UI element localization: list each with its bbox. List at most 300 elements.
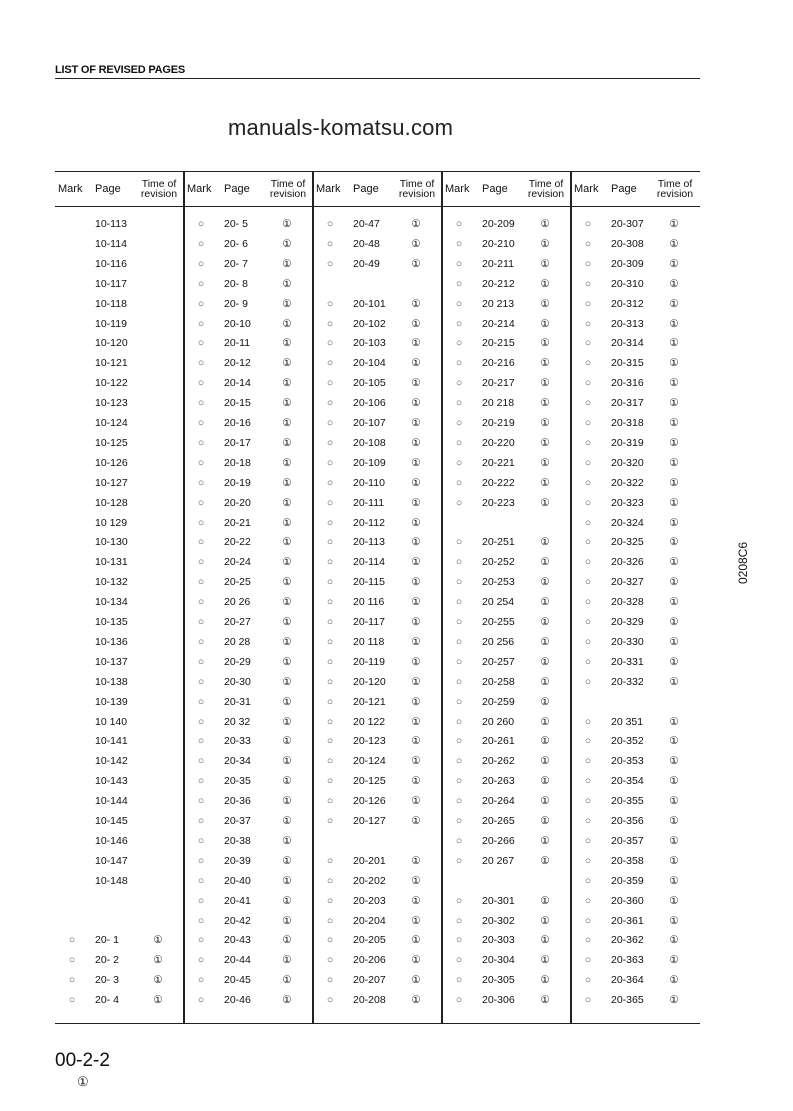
table-row: [442, 457, 571, 475]
mark-cell: ○: [197, 834, 205, 847]
mark-cell: ○: [197, 775, 205, 788]
table-row: [571, 556, 700, 574]
page-cell: 20-251: [482, 536, 515, 549]
mark-cell: ○: [326, 417, 334, 429]
table-row: [55, 318, 184, 336]
revision-cell: ①: [411, 556, 421, 569]
header-mark: Mark: [574, 183, 599, 195]
table-row: [442, 676, 571, 694]
table-row: [313, 457, 442, 475]
table-row: [55, 815, 184, 833]
revision-cell: ①: [669, 576, 679, 589]
page-cell: 20-103: [353, 337, 386, 350]
revision-cell: ①: [669, 237, 679, 250]
mark-cell: ○: [326, 894, 334, 907]
revision-cell: ①: [540, 795, 550, 808]
mark-cell: ○: [197, 496, 205, 509]
revision-cell: ①: [282, 377, 292, 390]
mark-cell: ○: [455, 735, 463, 748]
page-cell: 20-358: [611, 854, 644, 867]
header-mark: Mark: [187, 183, 212, 195]
table-row: [313, 656, 442, 674]
table-row: [442, 954, 571, 972]
mark-cell: ○: [584, 397, 592, 410]
table-row: [313, 397, 442, 415]
table-row: [184, 815, 313, 833]
mark-cell: ○: [197, 715, 205, 728]
header-time-of: Time of: [399, 178, 435, 190]
page-cell: 20-324: [611, 516, 644, 529]
revision-cell: ①: [669, 894, 679, 907]
mark-cell: ○: [455, 596, 463, 609]
revision-cell: ①: [282, 675, 292, 688]
table-row: [55, 417, 184, 435]
page-cell: 20-355: [611, 795, 644, 808]
page-cell: 20-259: [482, 695, 515, 708]
revision-cell: ①: [669, 596, 679, 609]
page-cell: 20-111: [353, 496, 385, 509]
page-cell: 20 351: [611, 715, 644, 728]
table-row: [571, 596, 700, 614]
revision-cell: ①: [540, 357, 550, 370]
table-row: [313, 994, 442, 1012]
table-row: [313, 258, 442, 276]
table-row: [442, 835, 571, 853]
page-cell: 20-220: [482, 436, 515, 449]
mark-cell: ○: [584, 854, 592, 867]
table-row: [442, 974, 571, 992]
table-row: [571, 994, 700, 1012]
mark-cell: ○: [455, 954, 463, 967]
table-row: [55, 517, 184, 535]
table-row: [571, 477, 700, 495]
mark-cell: ○: [197, 556, 205, 569]
page-cell: 10-137: [95, 655, 128, 668]
table-row: [55, 915, 184, 933]
revision-cell: ①: [411, 337, 421, 350]
table-row: [442, 437, 571, 455]
revision-cell: ①: [411, 735, 421, 748]
page-cell: 20-48: [353, 237, 380, 250]
table-row: [571, 517, 700, 535]
revision-cell: ①: [411, 297, 421, 310]
table-row: [313, 357, 442, 375]
page-cell: 20-216: [482, 357, 515, 370]
header-time-of-revision: [395, 179, 439, 199]
header-time-of: Time of: [141, 178, 177, 190]
table-row: [571, 497, 700, 515]
table-row: [442, 855, 571, 873]
table-row: [55, 616, 184, 634]
revision-cell: ①: [282, 476, 292, 489]
mark-cell: ○: [197, 277, 205, 290]
revision-cell: ①: [282, 755, 292, 768]
table-row: [442, 875, 571, 893]
revision-cell: ①: [669, 317, 679, 330]
table-row: [313, 556, 442, 574]
mark-cell: ○: [326, 576, 334, 589]
page-cell: 10-132: [95, 576, 128, 589]
revision-cell: ①: [669, 795, 679, 808]
table-row: [313, 536, 442, 554]
page-cell: 20-38: [224, 834, 251, 847]
page-cell: 20-49: [353, 257, 380, 270]
mark-cell: ○: [326, 795, 334, 808]
revision-cell: ①: [282, 297, 292, 310]
revision-cell: ①: [540, 496, 550, 509]
table-row: [55, 536, 184, 554]
page-cell: 20-39: [224, 854, 251, 867]
page-cell: 20-115: [353, 576, 385, 589]
page-cell: 20-266: [482, 834, 515, 847]
page-cell: 20-22: [224, 536, 251, 549]
mark-cell: ○: [326, 476, 334, 489]
header-time-of: Time of: [270, 178, 306, 190]
mark-cell: ○: [584, 357, 592, 370]
header-time-of-revision: [137, 179, 181, 199]
page-cell: 20-310: [611, 277, 644, 290]
table-row: [313, 716, 442, 734]
mark-cell: ○: [68, 974, 76, 987]
header-page: Page: [95, 183, 121, 195]
table-row: [313, 576, 442, 594]
table-row: [55, 895, 184, 913]
table-row: [184, 417, 313, 435]
revision-cell: ①: [540, 755, 550, 768]
page-cell: 20-46: [224, 994, 251, 1007]
revision-cell: ①: [153, 934, 163, 947]
page-cell: 20-331: [611, 655, 644, 668]
mark-cell: ○: [584, 954, 592, 967]
page-cell: 20-217: [482, 377, 515, 390]
table-row: [313, 278, 442, 296]
page-cell: 20-42: [224, 914, 251, 927]
page-cell: 20-309: [611, 257, 644, 270]
page-cell: 10-138: [95, 675, 128, 688]
table-row: [184, 397, 313, 415]
revision-cell: ①: [282, 815, 292, 827]
table-row: [571, 258, 700, 276]
mark-cell: ○: [326, 616, 334, 628]
revision-cell: ①: [411, 695, 421, 708]
mark-cell: ○: [197, 974, 205, 987]
page-cell: 20-215: [482, 337, 515, 350]
page-cell: 20-257: [482, 655, 515, 668]
page-cell: 10-113: [95, 218, 127, 230]
table-row: [184, 795, 313, 813]
revision-cell: ①: [411, 237, 421, 250]
page-cell: 20-102: [353, 317, 386, 330]
table-row: [571, 337, 700, 355]
table-row: [442, 636, 571, 654]
revision-cell: ①: [411, 934, 421, 947]
revision-cell: ①: [540, 994, 550, 1007]
revision-cell: ①: [282, 337, 292, 350]
table-row: [571, 716, 700, 734]
revision-cell: ①: [669, 277, 679, 290]
mark-cell: ○: [584, 974, 592, 987]
page-cell: 20-107: [353, 417, 386, 429]
mark-cell: ○: [584, 377, 592, 390]
revision-cell: ①: [540, 436, 550, 449]
revision-cell: ①: [282, 874, 292, 887]
page-cell: 20-265: [482, 815, 515, 827]
page-cell: 20-322: [611, 476, 644, 489]
revision-cell: ①: [540, 616, 550, 628]
revision-cell: ①: [669, 635, 679, 648]
page-cell: 20-201: [353, 854, 386, 867]
page-cell: 10-139: [95, 695, 128, 708]
page-cell: 20-314: [611, 337, 644, 350]
revision-cell: ①: [669, 516, 679, 529]
revision-cell: ①: [282, 894, 292, 907]
page-cell: 20-320: [611, 456, 644, 469]
revision-cell: ①: [411, 417, 421, 429]
table-row: [571, 755, 700, 773]
page-cell: 20-223: [482, 496, 515, 509]
table-row: [313, 298, 442, 316]
page-cell: 20-33: [224, 735, 251, 748]
table-row: [55, 238, 184, 256]
table-row: [55, 477, 184, 495]
page-cell: 20-11: [224, 337, 251, 350]
mark-cell: ○: [197, 994, 205, 1007]
mark-cell: ○: [584, 297, 592, 310]
page-cell: 10-134: [95, 596, 128, 609]
page-cell: 20-319: [611, 436, 644, 449]
revision-cell: ①: [411, 476, 421, 489]
header-page: Page: [482, 183, 508, 195]
revision-cell: ①: [411, 397, 421, 410]
footer-revision-mark: ①: [77, 1074, 89, 1089]
page-cell: 20 213: [482, 297, 515, 310]
page-cell: 10-148: [95, 874, 128, 887]
revision-cell: ①: [669, 934, 679, 947]
revision-cell: ①: [282, 436, 292, 449]
mark-cell: ○: [197, 516, 205, 529]
revision-cell: ①: [411, 377, 421, 390]
mark-cell: ○: [584, 516, 592, 529]
mark-cell: ○: [584, 456, 592, 469]
page-cell: 20- 1: [95, 934, 119, 947]
table-row: [442, 337, 571, 355]
revision-cell: ①: [540, 834, 550, 847]
table-row: [184, 318, 313, 336]
page-cell: 10-143: [95, 775, 128, 788]
page-cell: 20-222: [482, 476, 515, 489]
revision-cell: ①: [669, 735, 679, 748]
mark-cell: ○: [197, 357, 205, 370]
table-row: [313, 795, 442, 813]
mark-cell: ○: [197, 317, 205, 330]
mark-cell: ○: [326, 436, 334, 449]
revision-cell: ①: [540, 476, 550, 489]
page-cell: 10-146: [95, 834, 128, 847]
table-row: [313, 755, 442, 773]
mark-cell: ○: [584, 237, 592, 250]
table-row: [55, 556, 184, 574]
page-cell: 10-145: [95, 815, 128, 827]
revision-cell: ①: [282, 277, 292, 290]
page-cell: 20-35: [224, 775, 251, 788]
revision-cell: ①: [669, 436, 679, 449]
page-cell: 20- 4: [95, 994, 119, 1007]
page-cell: 20-353: [611, 755, 644, 768]
revision-cell: ①: [540, 237, 550, 250]
table-row: [184, 994, 313, 1012]
revision-cell: ①: [282, 914, 292, 927]
page-cell: 20-17: [224, 436, 251, 449]
page-cell: 20-253: [482, 576, 515, 589]
mark-cell: ○: [326, 635, 334, 648]
table-row: [313, 676, 442, 694]
table-row: [313, 934, 442, 952]
mark-cell: ○: [326, 755, 334, 768]
revision-cell: ①: [282, 695, 292, 708]
mark-cell: ○: [197, 218, 205, 230]
table-row: [55, 397, 184, 415]
watermark: manuals-komatsu.com: [228, 115, 454, 140]
page-cell: 20 28: [224, 635, 251, 648]
column-group: [571, 172, 700, 1023]
mark-cell: ○: [584, 616, 592, 628]
mark-cell: ○: [455, 257, 463, 270]
table-row: [571, 238, 700, 256]
table-row: [55, 278, 184, 296]
page-cell: 20-121: [353, 695, 386, 708]
table-row: [55, 855, 184, 873]
revision-cell: ①: [282, 237, 292, 250]
page-cell: 20 26: [224, 596, 251, 609]
mark-cell: ○: [584, 675, 592, 688]
page-cell: 20 122: [353, 715, 386, 728]
table-row: [571, 278, 700, 296]
mark-cell: ○: [455, 417, 463, 429]
page-cell: 20-29: [224, 655, 251, 668]
page-cell: 10-128: [95, 496, 128, 509]
page-cell: 20-24: [224, 556, 251, 569]
revision-cell: ①: [411, 974, 421, 987]
table-row: [442, 755, 571, 773]
revision-cell: ①: [540, 815, 550, 827]
mark-cell: ○: [584, 834, 592, 847]
revision-cell: ①: [540, 655, 550, 668]
table-row: [313, 636, 442, 654]
table-row: [313, 775, 442, 793]
revision-cell: ①: [669, 675, 679, 688]
mark-cell: ○: [197, 536, 205, 549]
table-row: [442, 298, 571, 316]
page-cell: 20-127: [353, 815, 386, 827]
mark-cell: ○: [326, 337, 334, 350]
revision-cell: ①: [540, 317, 550, 330]
mark-cell: ○: [326, 496, 334, 509]
mark-cell: ○: [584, 257, 592, 270]
header-mark: Mark: [58, 183, 83, 195]
revision-cell: ①: [540, 934, 550, 947]
mark-cell: ○: [197, 934, 205, 947]
mark-cell: ○: [197, 297, 205, 310]
mark-cell: ○: [326, 456, 334, 469]
page-cell: 20-202: [353, 874, 386, 887]
table-row: [313, 337, 442, 355]
table-row: [184, 477, 313, 495]
mark-cell: ○: [455, 357, 463, 370]
page-cell: 20-117: [353, 616, 385, 628]
mark-cell: ○: [326, 695, 334, 708]
table-row: [184, 934, 313, 952]
table-row: [442, 556, 571, 574]
side-code: 0208C6: [736, 541, 751, 585]
mark-cell: ○: [455, 834, 463, 847]
mark-cell: ○: [584, 914, 592, 927]
revision-cell: ①: [282, 417, 292, 429]
table-row: [442, 477, 571, 495]
page-cell: 10-135: [95, 616, 128, 628]
table-row: [55, 596, 184, 614]
revision-cell: ①: [540, 337, 550, 350]
revision-cell: ①: [540, 257, 550, 270]
table-row: [184, 835, 313, 853]
page-cell: 20-214: [482, 317, 515, 330]
column-group: [55, 172, 184, 1023]
revision-cell: ①: [282, 934, 292, 947]
mark-cell: ○: [197, 795, 205, 808]
table-row: [184, 696, 313, 714]
revision-cell: ①: [411, 496, 421, 509]
page-cell: 20 116: [353, 596, 385, 609]
revision-cell: ①: [540, 635, 550, 648]
table-row: [571, 318, 700, 336]
revision-cell: ①: [411, 775, 421, 788]
table-row: [55, 775, 184, 793]
table-row: [442, 716, 571, 734]
mark-cell: ○: [455, 934, 463, 947]
mark-cell: ○: [197, 755, 205, 768]
table-row: [571, 775, 700, 793]
mark-cell: ○: [326, 237, 334, 250]
page-cell: 20-10: [224, 317, 251, 330]
table-row: [55, 954, 184, 972]
page-cell: 20-108: [353, 436, 386, 449]
page-cell: 20-113: [353, 536, 385, 549]
table-row: [184, 895, 313, 913]
revision-cell: ①: [669, 357, 679, 370]
mark-cell: ○: [584, 874, 592, 887]
revision-cell: ①: [282, 994, 292, 1007]
revision-cell: ①: [669, 655, 679, 668]
table-row: [184, 536, 313, 554]
table-row: [442, 258, 571, 276]
revision-cell: ①: [540, 397, 550, 410]
table-row: [184, 298, 313, 316]
mark-cell: ○: [326, 874, 334, 887]
page-cell: 20-327: [611, 576, 644, 589]
table-row: [442, 795, 571, 813]
page-cell: 20- 5: [224, 218, 248, 230]
mark-cell: ○: [455, 317, 463, 330]
mark-cell: ○: [455, 755, 463, 768]
header-mark: Mark: [316, 183, 341, 195]
mark-cell: ○: [455, 815, 463, 827]
table-row: [313, 855, 442, 873]
column-divider: [441, 172, 443, 1023]
mark-cell: ○: [197, 576, 205, 589]
table-row: [571, 536, 700, 554]
page-cell: 20-362: [611, 934, 644, 947]
revision-cell: ①: [282, 536, 292, 549]
mark-cell: ○: [455, 496, 463, 509]
